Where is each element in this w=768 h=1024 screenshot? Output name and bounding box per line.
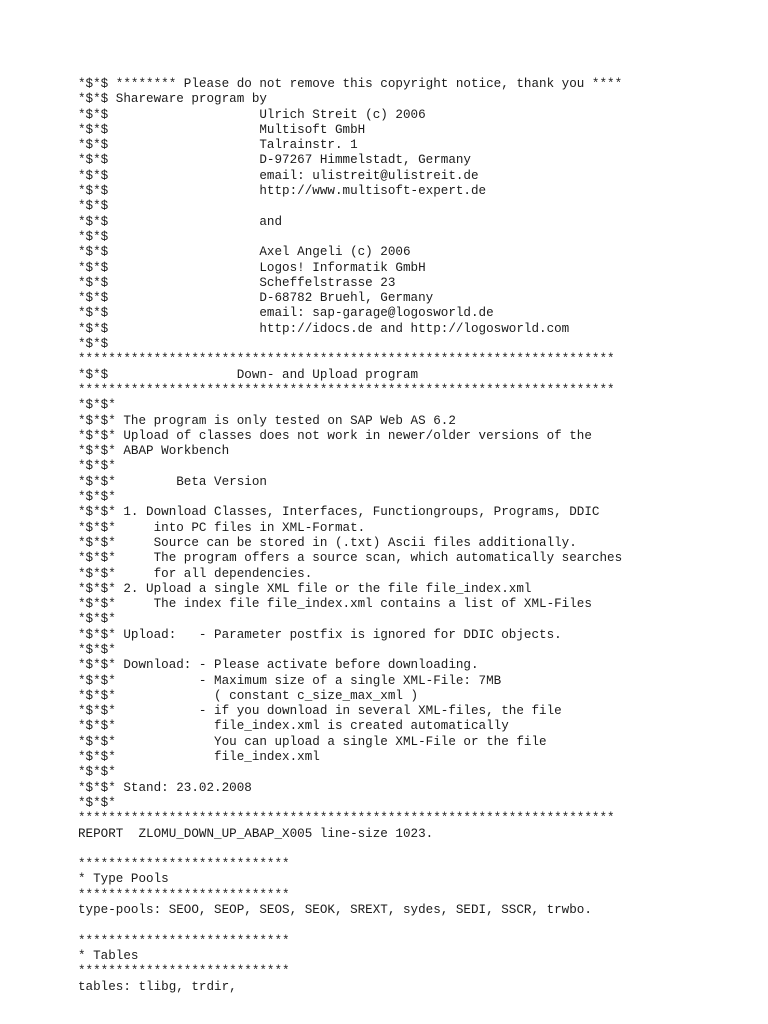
- code-line: ****************************: [78, 887, 290, 902]
- code-line: *$*$ ******** Please do not remove this copyright notice, thank you ****: [78, 77, 623, 91]
- code-line: *$*$ D-97267 Himmelstadt, Germany: [78, 153, 471, 168]
- code-line: ***********************************************************************: [78, 811, 615, 826]
- code-line: *$*$ Talrainstr. 1: [78, 138, 358, 153]
- code-line: *$*$* Upload of classes does not work in newer/older versions of the: [78, 428, 592, 443]
- code-line: *$*$* file_index.xml: [78, 750, 320, 765]
- code-line: *$*$: [78, 199, 109, 214]
- code-line: * Type Pools: [78, 872, 169, 887]
- code-line: *$*$ Shareware program by: [78, 92, 267, 107]
- code-line: *$*$* The program is only tested on SAP Web AS 6.2: [78, 413, 456, 428]
- code-line: *$*$* Stand: 23.02.2008: [78, 780, 252, 795]
- code-line: *$*$* file_index.xml is created automatically: [78, 719, 509, 734]
- code-line: *$*$ and: [78, 214, 283, 229]
- code-line: *$*$*: [78, 642, 116, 657]
- code-line: *$*$ Logos! Informatik GmbH: [78, 260, 426, 275]
- code-line: *$*$* for all dependencies.: [78, 566, 313, 581]
- code-line: ***********************************************************************: [78, 352, 615, 367]
- code-line: *$*$*: [78, 612, 116, 627]
- code-line: *$*$*: [78, 795, 116, 810]
- code-line: *$*$* Beta Version: [78, 474, 267, 489]
- code-line: *$*$* - if you download in several XML-files, the file: [78, 704, 562, 719]
- code-line: *$*$: [78, 337, 109, 352]
- code-line: type-pools: SEOO, SEOP, SEOS, SEOK, SREXT, sydes, SEDI, SSCR, trwbo.: [78, 903, 592, 918]
- code-line: *$*$ Down- and Upload program: [78, 367, 419, 382]
- code-line: *$*$ D-68782 Bruehl, Germany: [78, 291, 434, 306]
- code-line: *$*$* 2. Upload a single XML file or the file file_index.xml: [78, 581, 532, 596]
- source-code-page: [78, 77, 758, 995]
- code-line: *$*$* - Maximum size of a single XML-File: 7MB: [78, 673, 502, 688]
- code-line: *$*$: [78, 229, 109, 244]
- code-line: ****************************: [78, 964, 290, 979]
- code-line: *$*$ http://www.multisoft-expert.de: [78, 184, 487, 199]
- code-line: ****************************: [78, 857, 290, 872]
- code-line: *$*$* ABAP Workbench: [78, 444, 230, 459]
- code-line: ***********************************************************************: [78, 382, 615, 397]
- code-line: [78, 842, 758, 857]
- code-line: *$*$* The program offers a source scan, which automatically searches: [78, 551, 623, 566]
- code-line: *$*$ email: sap-garage@logosworld.de: [78, 306, 494, 321]
- code-line: *$*$*: [78, 490, 116, 505]
- code-line: *$*$* Download: - Please activate before downloading.: [78, 658, 479, 673]
- code-line: tables: tlibg, trdir,: [78, 979, 237, 994]
- code-line: *$*$ email: ulistreit@ulistreit.de: [78, 168, 479, 183]
- code-line: *$*$*: [78, 398, 116, 413]
- code-line: *$*$* Source can be stored in (.txt) Ascii files additionally.: [78, 535, 577, 550]
- code-line: *$*$* The index file file_index.xml contains a list of XML-Files: [78, 597, 592, 612]
- code-line: *$*$*: [78, 765, 116, 780]
- code-line: REPORT ZLOMU_DOWN_UP_ABAP_X005 line-size 1023.: [78, 826, 434, 841]
- code-line: [78, 918, 758, 933]
- code-line: *$*$* ( constant c_size_max_xml ): [78, 688, 419, 703]
- code-line: *$*$ Ulrich Streit (c) 2006: [78, 107, 426, 122]
- code-line: *$*$ http://idocs.de and http://logosworld.com: [78, 321, 570, 336]
- code-line: *$*$* 1. Download Classes, Interfaces, Functiongroups, Programs, DDIC: [78, 505, 600, 520]
- code-line: *$*$*: [78, 459, 116, 474]
- code-line: *$*$* Upload: - Parameter postfix is ignored for DDIC objects.: [78, 627, 562, 642]
- code-line: *$*$ Scheffelstrasse 23: [78, 275, 396, 290]
- code-line: * Tables: [78, 948, 139, 963]
- code-line: *$*$ Multisoft GmbH: [78, 122, 366, 137]
- code-line: ****************************: [78, 933, 290, 948]
- code-line: *$*$* into PC files in XML-Format.: [78, 520, 366, 535]
- code-line: *$*$* You can upload a single XML-File or the file: [78, 734, 547, 749]
- code-line: *$*$ Axel Angeli (c) 2006: [78, 245, 411, 260]
